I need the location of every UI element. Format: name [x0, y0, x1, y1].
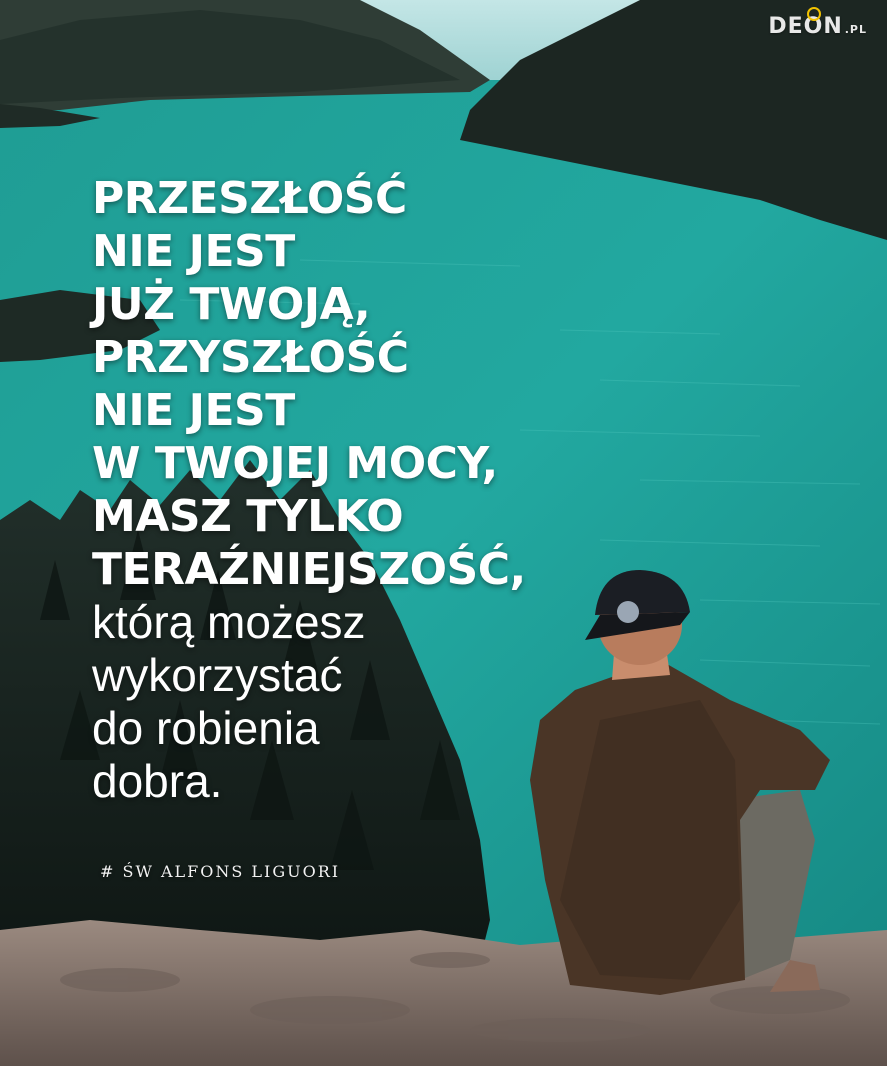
- quote-bold-line: JUŻ TWOJĄ,: [92, 279, 371, 330]
- logo-text-de: DE: [768, 14, 804, 39]
- quote-light-line: do robienia: [92, 702, 320, 754]
- quote-bold-line: PRZYSZŁOŚĆ: [92, 332, 409, 383]
- deon-logo: [768, 14, 867, 39]
- quote-bold-line: PRZESZŁOŚĆ: [92, 173, 407, 224]
- logo-text-tld: .PL: [844, 23, 867, 36]
- quote-text: [92, 172, 526, 808]
- quote-bold-line: NIE JEST: [92, 226, 295, 277]
- attribution: # ŚW ALFONS LIGUORI: [100, 862, 341, 881]
- quote-bold-line: MASZ TYLKO: [92, 491, 404, 542]
- quote-bold-line: TERAŹNIEJSZOŚĆ,: [92, 544, 526, 595]
- quote-bold-line: W TWOJEJ MOCY,: [92, 438, 498, 489]
- logo-text-o: O: [803, 14, 824, 39]
- logo-text-n: N: [823, 14, 843, 39]
- quote-light-line: wykorzystać: [92, 649, 343, 701]
- quote-bold-line: NIE JEST: [92, 385, 295, 436]
- quote-light-line: którą możesz: [92, 596, 366, 648]
- quote-light-line: dobra.: [92, 755, 223, 807]
